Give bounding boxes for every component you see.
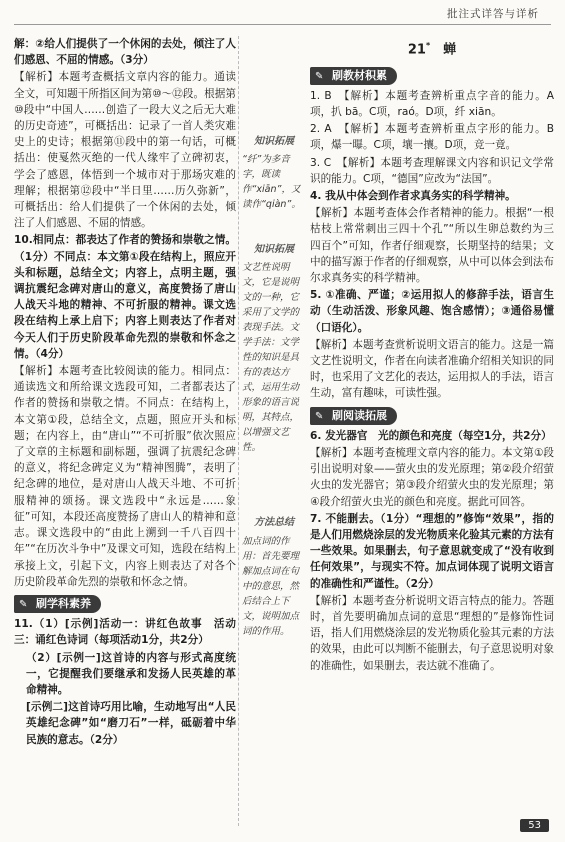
q10-answer xyxy=(14,232,236,362)
q10-number: 10. xyxy=(14,234,33,247)
annotation-text: 加点词的作用：首先要理解加点词在句中的意思，然后结合上下文，说明加点词的作用。 xyxy=(242,535,300,637)
banner-label: 刷阅读拓展 xyxy=(332,408,387,422)
lesson-number: 21 xyxy=(407,42,426,58)
annotation-block xyxy=(242,515,306,638)
answer-line: 解：②给人们提供了一个休闲的去处，倾注了人们感恩、不屈的情感。（3分） xyxy=(14,38,236,67)
book-icon: ✎ xyxy=(315,410,324,422)
left-column xyxy=(14,36,236,749)
q1-line: 1. B 【解析】本题考查辨析重点字音的能力。A项，扒 bā。C项，raó。D项，纤 xiān。 xyxy=(310,89,554,118)
star-mark: * xyxy=(425,41,431,50)
banner-label: 刷学科素养 xyxy=(36,596,91,610)
annotation-block xyxy=(242,134,306,212)
section-banner-textbook xyxy=(310,67,397,85)
q11-part2: （2）[示例一]这首诗的内容与形式高度统一，它提醒我们要继承和发扬人民英雄的革命精神。 xyxy=(26,651,236,696)
q4-analysis: 【解析】本题考查体会作者精神的能力。根据“一根枯枝上常常刺出三四十个孔”“所以生卵总数约为三四百个”可知，作者仔细观察，长期坚持的结果；文中的描写源于作者的仔细观察，从中可以体会到法布尔求真务实的科学精神。 xyxy=(310,207,554,284)
q3-line: 3. C 【解析】本题考查理解课文内容和识记文学常识的能力。C项，“德国”应改为“法国”。 xyxy=(310,156,554,185)
annotation-column xyxy=(242,130,306,649)
q6-answer: 6. 发光器官 光的颜色和亮度（每空1分，共2分） xyxy=(310,429,552,442)
column-divider xyxy=(238,36,239,826)
section-banner-reading xyxy=(310,407,397,425)
q7-answer: 7. 不能删去。（1分）“理想的”修饰“效果”，指的是人们用燃烧涂层的发光物质来化验其元素的方法有一些效果。如果删去，句子意思就变成了“没有收到任何效果”，与现实不符。加点词体现了说明文语言的准确性和严谨性。（2分） xyxy=(310,512,554,590)
right-column xyxy=(310,36,554,675)
page-number: 53 xyxy=(520,819,549,832)
section-banner-literacy xyxy=(14,595,101,613)
q5-answer: 5. ①准确、严谨；②运用拟人的修辞手法，语言生动（生动活泼、形象风趣、饱含感情）；③通俗易懂（口语化）。 xyxy=(310,289,554,334)
q11-part1: （1）[示例]活动一：讲红色故事 活动三：诵红色诗词（每项活动1分，共2分） xyxy=(14,618,236,647)
q10-analysis: 【解析】本题考查比较阅读的能力。相同点：通读选文和所给课文选段可知，二者都表达了作者的赞扬和崇敬之情。不同点：在结构上，本文第①段，总结全文，点题，照应开头和标题；在内容上，由“唐山”“不可折服”依次照应了文章的主标题和副标题，强调了抗震纪念碑的意义，将纪念碑定义为“精神图腾”，表明了纪念碑的地位，是对唐山人战天斗地、不可折服精神的颂扬。课文选段中“永远是……象征”可知，本段还高度赞扬了唐山人的精神和意志。课文选段中的“由此上溯到一千八百四十年”“在历次斗争中”及课文可知，选段在结构上承接上文，引起下文，内容上则表达了对各个历史阶段革命先烈的崇敬和怀念之情。 xyxy=(14,365,236,588)
header-rule xyxy=(14,24,551,25)
q7-analysis: 【解析】本题考查分析说明文语言特点的能力。答题时，首先要明确加点词的意思“理想的”是修饰性词语，指人们用燃烧涂层的发光物质化验其元素的方法的效果，由此可以判断不能删去，句子意思说明对象的准确性，如果删去，表达就不准确了。 xyxy=(310,594,554,672)
header-title: 批注式详答与详析 xyxy=(447,8,539,20)
annotation-block xyxy=(242,242,306,455)
banner-label: 刷教材积累 xyxy=(332,68,387,82)
annotation-text: “纤”为多音字，既读作“xiān”，又读作“qiàn”。 xyxy=(242,154,301,211)
q11-line xyxy=(14,616,236,648)
q6-analysis: 【解析】本题考查梳理文章内容的能力。本文第①段引出说明对象——萤火虫的发光原理；第②段介绍萤火虫的发光器官；第③段介绍萤火虫的发光原理；第④段介绍萤火虫光的颜色和亮度。据此可回答。 xyxy=(310,447,554,508)
book-icon: ✎ xyxy=(315,70,324,82)
annotation-heading: 知识拓展 xyxy=(254,136,294,147)
q5-analysis: 【解析】本题考查赏析说明文语言的能力。这是一篇文艺性说明文，作者在向读者准确介绍相关知识的同时，也采用了文艺化的表达，运用拟人的手法，语言生动，富有趣味，可读性强。 xyxy=(310,338,554,400)
q4-answer: 4. 我从中体会到作者求真务实的科学精神。 xyxy=(310,189,516,202)
annotation-text: 文艺性说明文，它是说明文的一种，它采用了文学的表现手法。文学手法：文学性的知识是具有的表达方式，运用生动形象的语言说明，其特点，以增强文艺性。 xyxy=(242,262,300,454)
analysis-paragraph: 【解析】本题考查概括文章内容的能力。通读全文，可知题干所指区间为第⑩～⑫段。根据第⑩段中“中国人……创造了一段大义之后无大难的历史奇迹”，可概括出：记录了一首人类灾难史上的史诗；根据第⑪段中的第一句话，可概括出：使戛然灭绝的一代人缘牢了立碑初衷，学会了感恩，体悟到一个城市对于那场灾难的理解；根据第⑫段中“半日里……历久弥新”，可概括出：给人们提供了一个休闲的去处，倾注了人们感恩、不屈的情感。 xyxy=(14,71,236,230)
q11-number: 11. xyxy=(14,618,33,631)
q10-answer-text: 相同点：都表达了作者的赞扬和崇敬之情。（1分）不同点：本文第①段在结构上，照应开头和标题，总结全文；内容上，点明主题，强调抗震纪念碑对唐山的意义，高度赞扬了唐山人战天斗地的精神、不可折服的精神。课文选段在结构上承上启下；内容上则表达了作者对今天人们于历史阶段革命先烈的崇敬和怀念之情。（4分） xyxy=(14,234,236,360)
q11-part3: [示例二]这首诗巧用比喻，生动地写出“人民英雄纪念碑”如“磨刀石”一样，砥砺着中华民族的意志。（2分） xyxy=(26,701,236,746)
book-icon: ✎ xyxy=(19,598,28,610)
lesson-name: 蝉 xyxy=(443,42,457,58)
q2-line: 2. A 【解析】本题考查辨析重点字形的能力。B项，爆一曝。C项，壤一攘。D项，竞一竟。 xyxy=(310,123,554,152)
lesson-title xyxy=(310,38,554,59)
annotation-heading: 知识拓展 xyxy=(254,244,294,256)
annotation-heading: 方法总结 xyxy=(254,517,294,529)
